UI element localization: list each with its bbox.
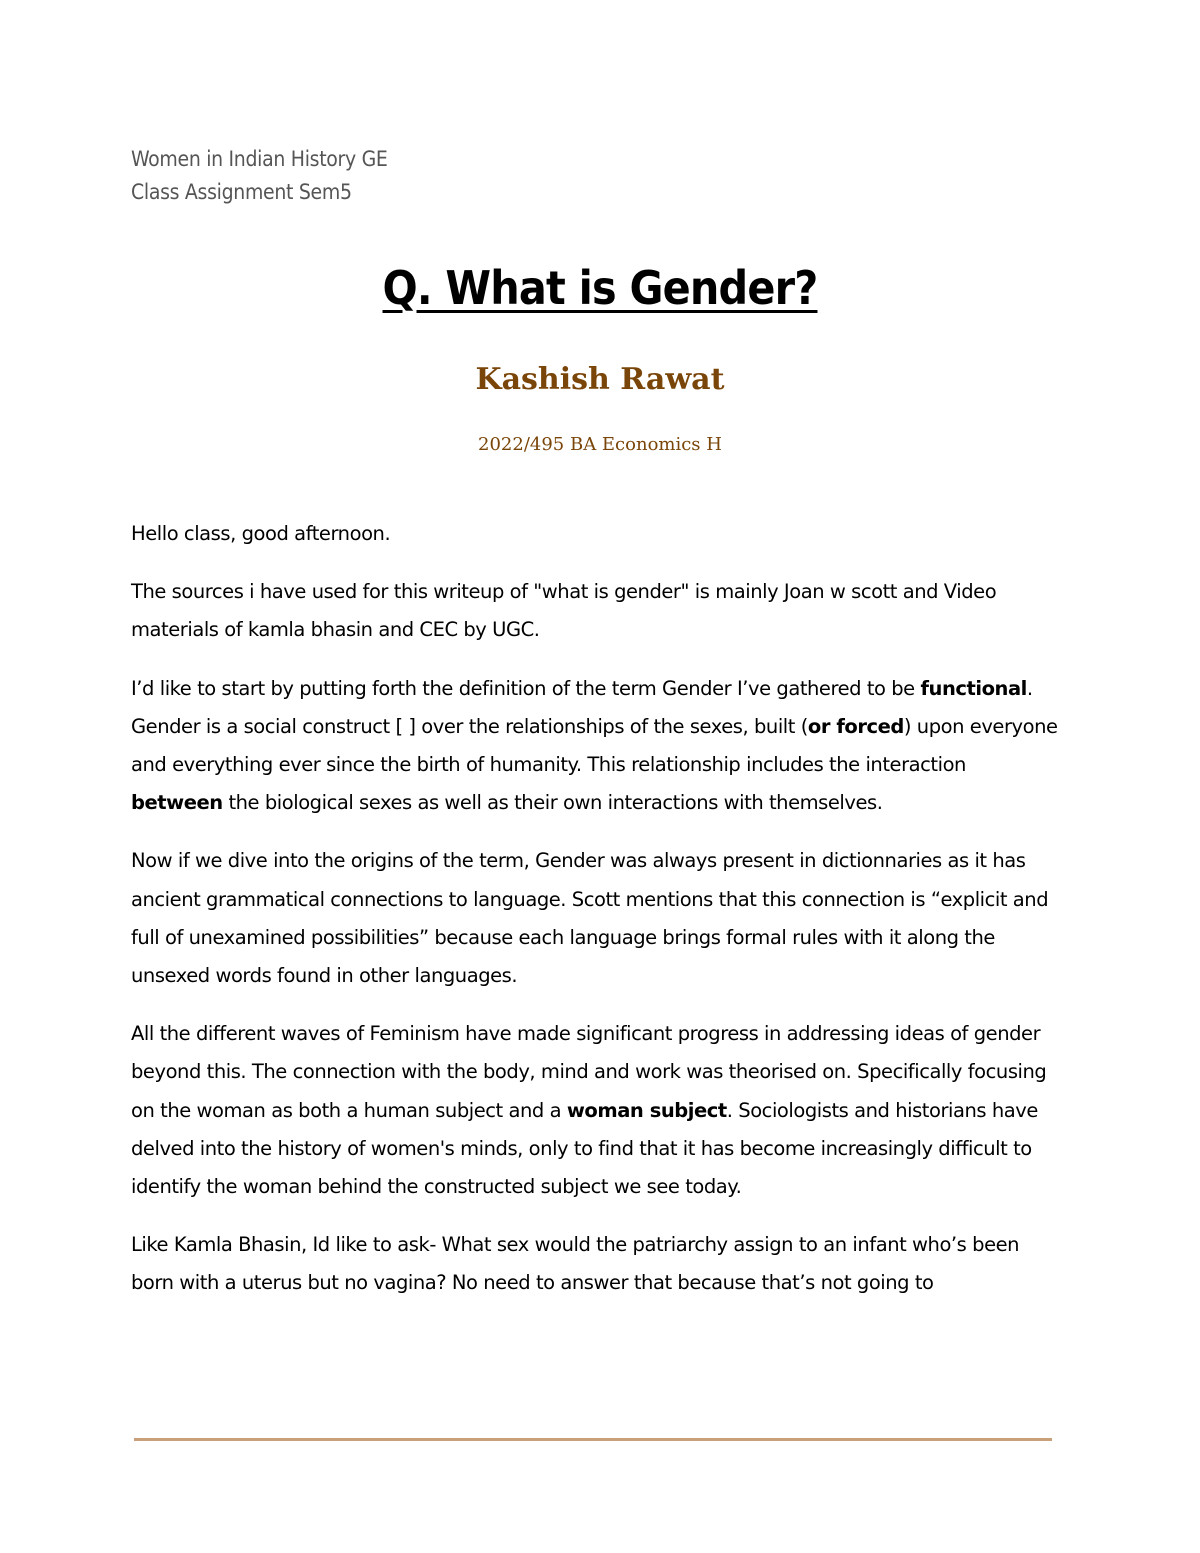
paragraph-feminism	[131, 1015, 1061, 1206]
course-title: Women in Indian History GE	[131, 147, 388, 171]
document-body	[131, 515, 1061, 1323]
text-run: . Gender is a social construct [ ] over the relationships of the sexes, built (	[131, 676, 1033, 738]
bold-text: functional	[920, 676, 1027, 700]
author-name: Kashish Rawat	[475, 362, 725, 397]
bold-text: woman subject	[566, 1098, 727, 1122]
bold-text: or forced	[807, 714, 904, 738]
text-run: . Sociologists and historians have delved into the history of women's minds, only to find that it has become increasingly difficult to identify the woman behind the constructed subject we see today.	[131, 1098, 1038, 1199]
paragraph-sources: The sources i have used for this writeup of "what is gender" is mainly Joan w scott and Video materials of kamla bhasin and CEC by UGC.	[131, 580, 997, 642]
text-run: the biological sexes as well as their own interactions with themselves.	[222, 791, 883, 815]
text-run: All the different waves of Feminism have made significant progress in addressing ideas of gender beyond this. The connection with the body, mind and work was theorised on. Specifically focusing on the woman as both a human subject and a	[131, 1022, 1047, 1122]
bold-text: between	[131, 791, 223, 815]
text-run: ) upon everyone and everything ever since the birth of humanity. This relationship includes the interaction	[131, 714, 1058, 777]
title-text: Q. What is Gender?	[382, 261, 818, 315]
document-header	[131, 143, 388, 209]
paragraph-origins: Now if we dive into the origins of the term, Gender was always present in dictionnaries as it has ancient grammatical connections to language. Scott mentions that this connection is “explicit and full of unexamined possibilities” because each language brings formal rules with it along the unsexed words found in other languages.	[131, 849, 1049, 988]
text-run: I’d like to start by putting forth the definition of the term Gender I’ve gathered to be	[131, 676, 921, 700]
paragraph-question: Like Kamla Bhasin, Id like to ask- What sex would the patriarchy assign to an infant who’s been born with a uterus but no vagina? No need to answer that because that’s not going to	[131, 1233, 1020, 1295]
paragraph-greeting: Hello class, good afternoon.	[131, 522, 391, 545]
roll-number: 2022/495 BA Economics H	[478, 434, 722, 455]
footer-divider	[134, 1438, 1052, 1441]
assignment-label: Class Assignment Sem5	[131, 180, 352, 204]
paragraph-definition	[131, 670, 1061, 823]
page-title	[0, 258, 1200, 318]
